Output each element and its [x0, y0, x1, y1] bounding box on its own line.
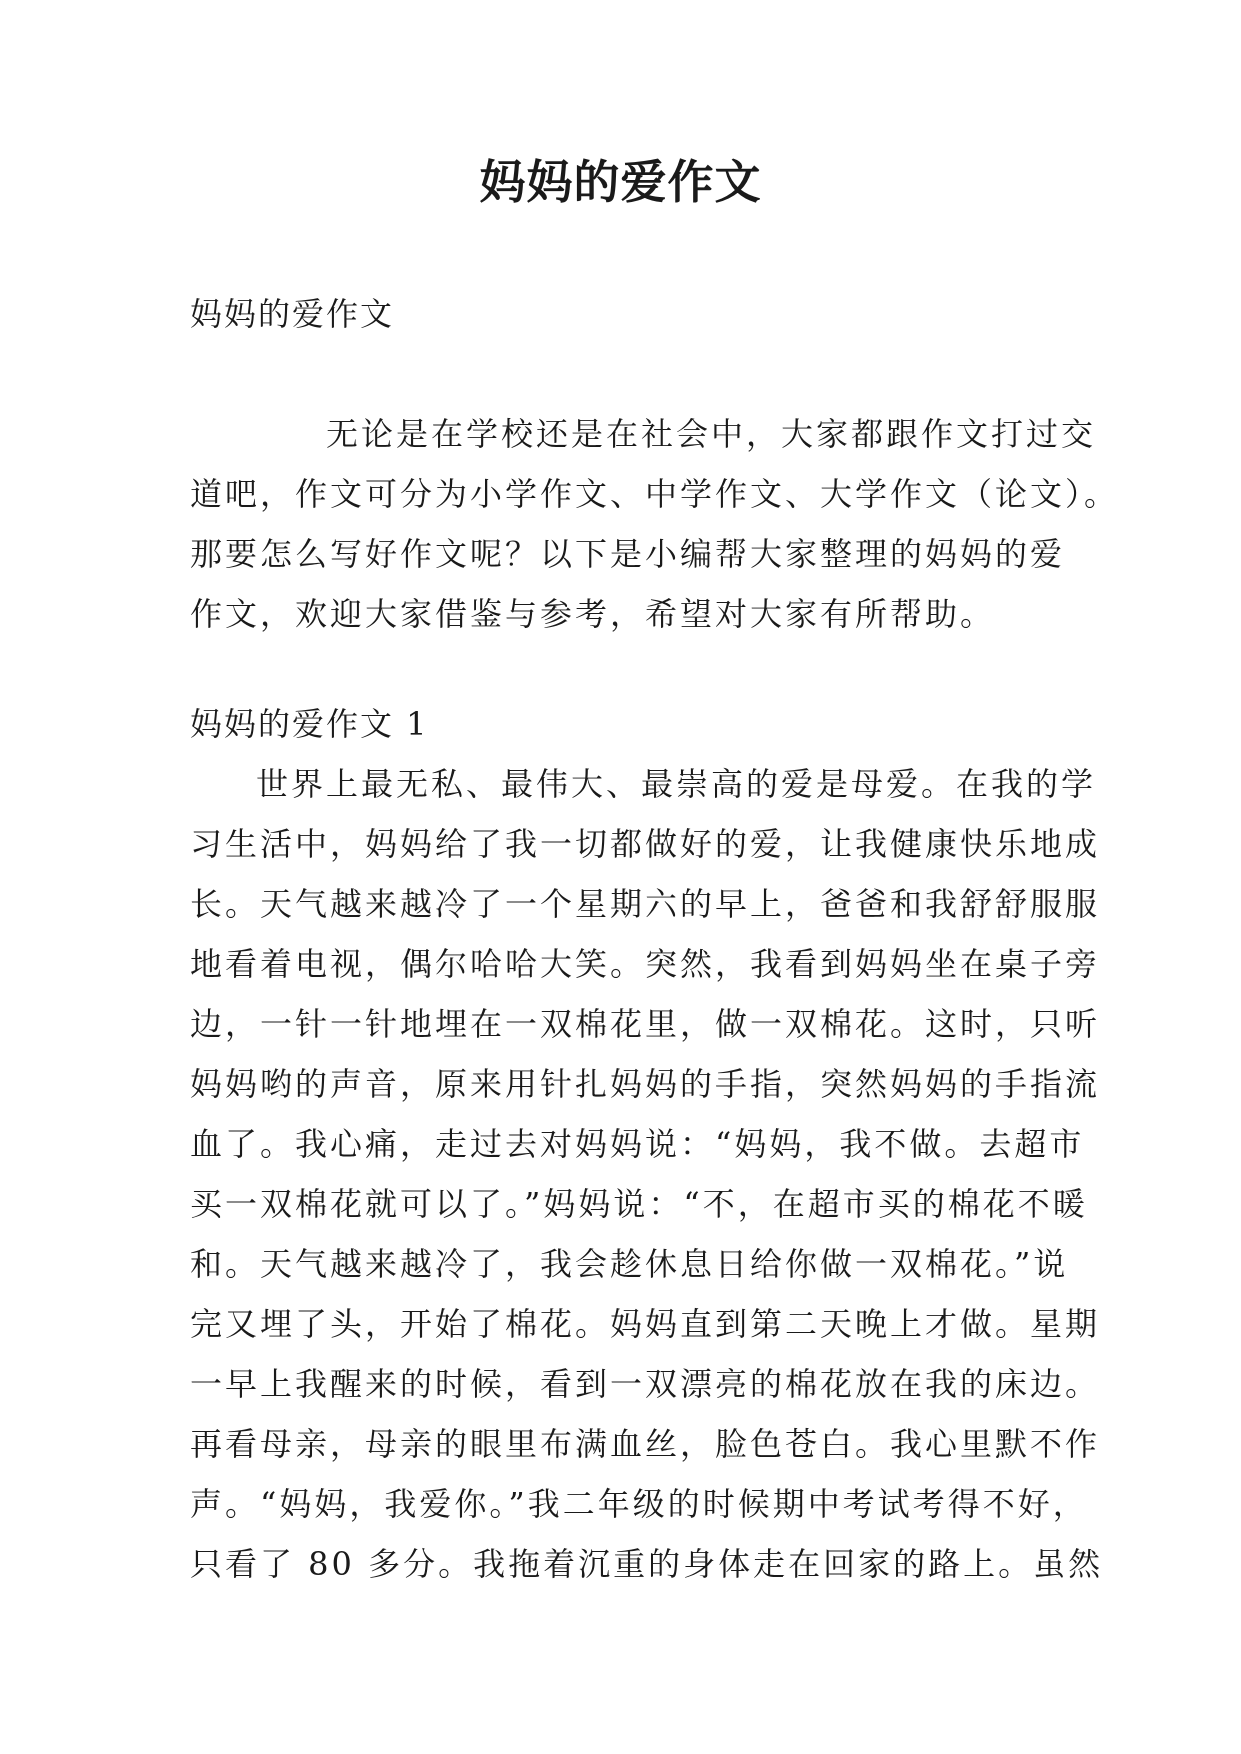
body-line: 一早上我醒来的时候，看到一双漂亮的棉花放在我的床边。 [190, 1365, 1101, 1403]
body-line: 世界上最无私、最伟大、最崇高的爱是母爱。在我的学 [256, 765, 1097, 803]
intro-line: 道吧，作文可分为小学作文、中学作文、大学作文（论文）。 [190, 475, 1120, 513]
body-line: 妈妈哟的声音，原来用针扎妈妈的手指，突然妈妈的手指流 [190, 1065, 1101, 1103]
body-line: 只看了 80 多分。我拖着沉重的身体走在回家的路上。虽然 [190, 1545, 1104, 1583]
body-line: 和。天气越来越冷了，我会趁休息日给你做一双棉花。”说 [190, 1245, 1069, 1283]
body-line: 买一双棉花就可以了。”妈妈说：“不，在超市买的棉花不暖 [190, 1185, 1088, 1223]
body-line: 声。“妈妈，我爱你。”我二年级的时候期中考试考得不好， [190, 1485, 1088, 1523]
body-line: 地看着电视，偶尔哈哈大笑。突然，我看到妈妈坐在桌子旁 [190, 945, 1101, 983]
body-line: 边，一针一针地埋在一双棉花里，做一双棉花。这时，只听 [190, 1005, 1101, 1043]
body-line: 完又埋了头，开始了棉花。妈妈直到第二天晚上才做。星期 [190, 1305, 1101, 1343]
intro-line: 那要怎么写好作文呢？以下是小编帮大家整理的妈妈的爱 [190, 535, 1066, 573]
body-line: 习生活中，妈妈给了我一切都做好的爱，让我健康快乐地成 [190, 825, 1101, 863]
body-line: 血了。我心痛，走过去对妈妈说：“妈妈，我不做。去超市 [190, 1125, 1085, 1163]
document-title: 妈妈的爱作文 [479, 155, 762, 209]
intro-line: 无论是在学校还是在社会中，大家都跟作文打过交 [326, 415, 1097, 453]
intro-line: 作文，欢迎大家借鉴与参考，希望对大家有所帮助。 [190, 595, 996, 633]
body-line: 再看母亲，母亲的眼里布满血丝，脸色苍白。我心里默不作 [190, 1425, 1101, 1463]
document-subheading: 妈妈的爱作文 [190, 295, 395, 333]
body-line: 长。天气越来越冷了一个星期六的早上，爸爸和我舒舒服服 [190, 885, 1101, 923]
section-heading: 妈妈的爱作文 1 [190, 705, 429, 743]
